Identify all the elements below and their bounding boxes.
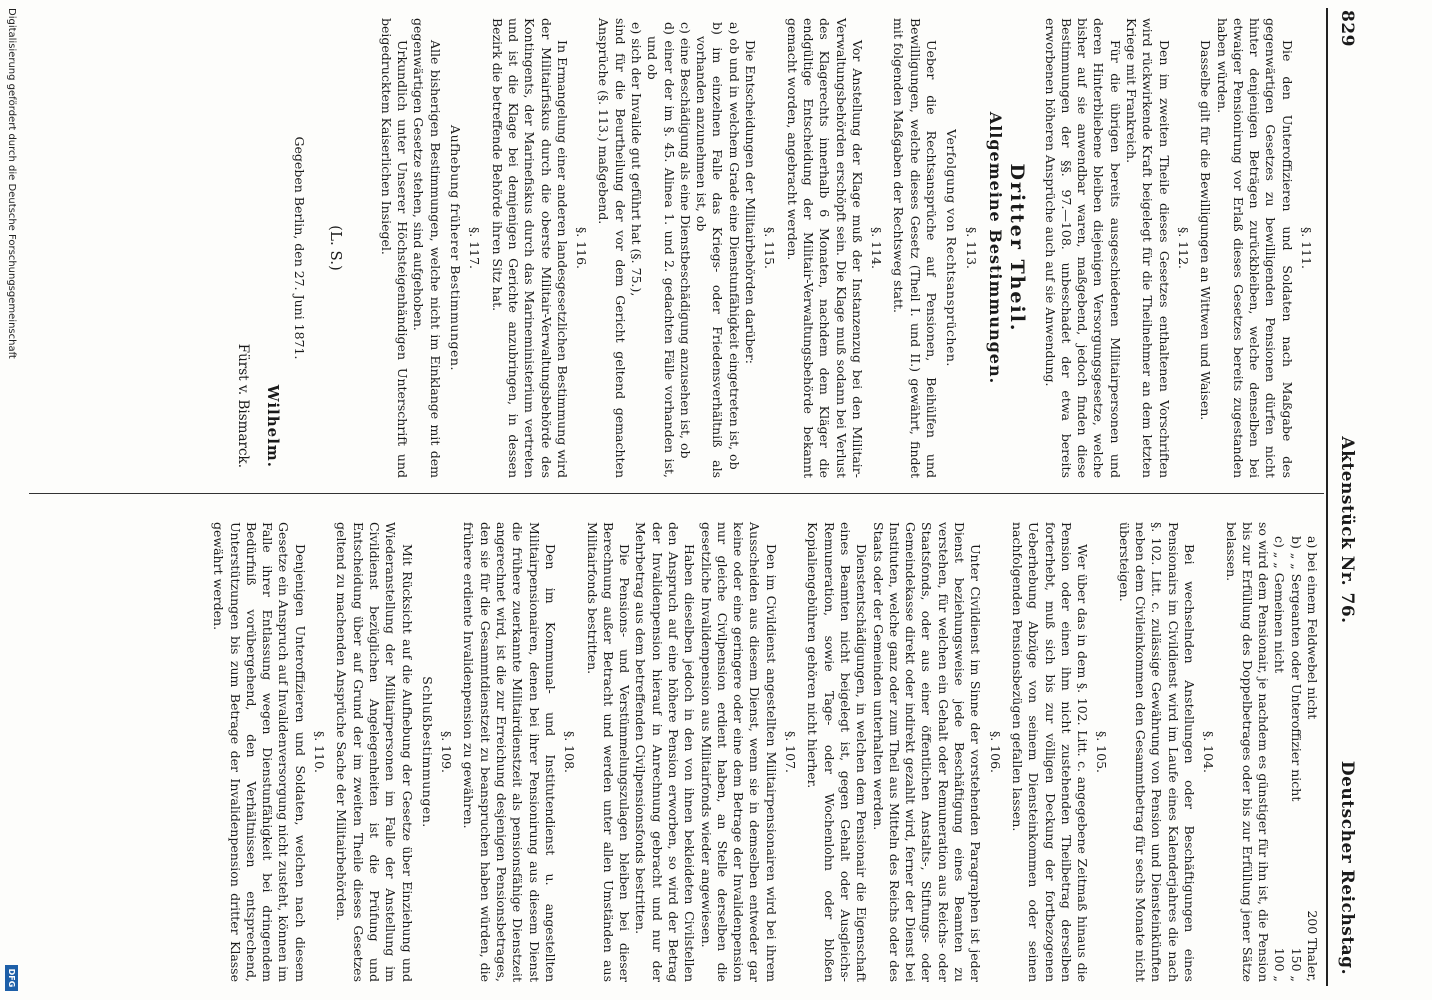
paragraph: Die Entscheidungen der Militairbehörden darüber: xyxy=(743,40,759,365)
page-number: 829 xyxy=(1337,10,1357,47)
digitization-footer xyxy=(0,0,20,1000)
list-amount: 200 Thaler, xyxy=(1305,910,1320,982)
page-header xyxy=(1327,10,1357,985)
section-heading: §. 112. xyxy=(1175,226,1191,270)
paragraph: Denjenigen Unteroffizieren und Soldaten, welchen nach diesem Gesetze ein Anspruch auf Invalidenversorgung nicht zusteht, können im Falle ihrer Entlassung wegen Dienstunfähigkeit bei dringendem Bedürfniß vorübergehend, den Verhältnissen entsprechend, Unterstützungen bis zum Betrage der Invalidenpension dritter Klasse gewährt werden. xyxy=(211,522,308,982)
paragraph: Die Pensions- und Verstümmelungszulagen bleiben bei dieser Berechnung außer Betracht und werden unter allen Umständen aus Militairfonds bestritten. xyxy=(584,522,633,982)
paragraph: Unter Civildienst im Sinne der vorstehenden Paragraphen ist jeder Dienst beziehungsweise jede Beschäftigung eines Beamten zu verstehen, für welchen ein Gehalt oder Remuneration aus Reichs- oder Staatsfonds, oder aus einer öffentlichen Anstalts-, Stiftungs- oder Gemeindekasse direkt oder indirekt gezahlt wird, ferner der Dienst bei Instituten, welche ganz oder zum Theil aus Mitteln des Reichs oder des Staats oder der Gemeinden unterhalten werden. xyxy=(870,522,984,982)
paragraph: Dienstentschädigungen, in welchen dem Pensionair die Eigenschaft eines Beamten nicht beigelegt ist, gegen Gehalt oder Ausgleichs-Remuneration, sowie Tage- oder Wochenlohn oder bloßen Kopialiengebühren gehören nicht hierher. xyxy=(805,522,870,982)
paragraph: Urkundlich unter Unserer Höchsteigenhändigen Unterschrift und beigedrucktem Kaiserlichen Insiegel. xyxy=(378,18,411,478)
paragraph: Vor Anstellung der Klage muß der Instanzenzug bei den Militair-Verwaltungsbehörden erschöpft sein. Die Klage muß sodann bei Verlust des Klagerechts innerhalb 6 Monaten, nachdem dem Kläger die endgültige Entscheidung der Militair-Verwaltungsbehörde bekannt gemacht worden, angebracht werden. xyxy=(784,18,865,478)
paragraph: Den im Civildienst angestellten Militairpensionairen wird bei ihrem Ausscheiden aus diesem Dienst, wenn sie in demselben entweder gar keine oder eine geringere oder eine dem Betrage der Invalidenpension nur gleiche Civilpension erdient haben, an Stelle derselben die gesetzliche Invalidenpension aus Militairfonds wieder angewiesen. xyxy=(698,522,779,982)
list-item: c) eine Beschädigung als eine Dienstbeschädigung anzusehen ist, ob xyxy=(677,22,693,459)
section-heading: §. 109. xyxy=(439,730,455,774)
section-heading: §. 104. xyxy=(1201,730,1217,774)
section-subheading: Aufhebung früherer Bestimmungen. xyxy=(448,125,464,371)
section-heading: §. 115. xyxy=(762,226,778,270)
publication-title: Deutscher Reichstag. xyxy=(1337,760,1357,975)
paragraph: sind für die Beurtheilung der vor dem Gericht geltend gemachten Ansprüche (§. 113.) maßgebend. xyxy=(596,18,628,478)
section-subheading: Schlußbestimmungen. xyxy=(419,676,435,828)
column-left xyxy=(210,522,1320,982)
paragraph: Ueber die Rechtsansprüche auf Pensionen, Beihülfen und Bewilligungen, welche dieses Gesetz (Theil I. und II.) gewährt, findet mit folgenden Maßgaben der Rechtsweg statt. xyxy=(891,18,940,478)
section-heading: §. 105. xyxy=(1094,730,1110,774)
list-amount: 100 „ xyxy=(1272,947,1288,982)
date-line: Gegeben Berlin, den 27. Juni 1871. xyxy=(292,136,308,360)
section-heading: §. 110. xyxy=(312,730,328,774)
list-label: c) „ „ Gemeinen nicht xyxy=(1272,536,1288,673)
section-heading: §. 117. xyxy=(467,226,483,270)
paragraph: Für die übrigen bereits ausgeschiedenen Militairpersonen und deren Hinterbliebene bleiben diejenigen Versorgungsgesetze, welche bisher auf sie anwendbar waren, maßgebend, jedoch finden diese Bestimmungen der §§. 97.—108. unbeschadet der etwa bereits erworbenen höheren Ansprüche auch auf sie Anwendung. xyxy=(1042,18,1123,478)
list-item xyxy=(1287,522,1303,982)
list-amount: 150 „ xyxy=(1288,947,1304,982)
list-item xyxy=(1271,522,1287,982)
section-heading: §. 114. xyxy=(869,226,885,270)
list-item: e) sich der Invalide gut geführt hat (§. 75.), xyxy=(629,22,645,297)
paragraph: Bei wechselnden Anstellungen oder Beschäftigungen eines Pensionairs im Civildienst wird im Laufe eines Kalenderjahres die nach §. 102. Litt. c. zulässige Gewährung von Pension und Diensteinkünften neben dem Civileinkommen den Gesammtbetrag für sechs Monate nicht übersteigen. xyxy=(1116,522,1197,982)
part-title: Dritter Theil. xyxy=(1006,163,1029,333)
section-heading: §. 108. xyxy=(562,730,578,774)
section-heading: §. 107. xyxy=(783,730,799,774)
section-subheading: Verfolgung von Rechtsansprüchen. xyxy=(944,129,960,367)
list-item xyxy=(1304,522,1320,982)
paragraph: Den im Kommunal- und Institutendienst u. angestellten Militairpensionairen, denen bei ihrer Pensionirung aus diesem Dienst die frühere zuerkannte Militairdienstzeit als pensionsfähige Dienstzeit angerechnet wird, ist die zur Erreichung desjenigen Pensionsbetrages, den sie für die Gesammtdienstzeit zu beanspruchen haben würden, die frühere erdiente Invalidenpension zu gewähren. xyxy=(461,522,558,982)
list-label: b) „ „ Sergeanten oder Unteroffizier nicht xyxy=(1288,536,1304,802)
section-heading: §. 106. xyxy=(987,730,1003,774)
section-heading: §. 116. xyxy=(574,226,590,270)
list-label: a) bei einem Feldwebel nicht xyxy=(1305,536,1320,720)
paragraph: Dasselbe gilt für die Bewilligungen an Wittwen und Waisen. xyxy=(1198,40,1214,421)
list-item: b) im einzelnen Falle das Kriegs- oder Friedensverhältniß als vorhanden anzunehmen ist, ob xyxy=(694,22,726,478)
section-heading: §. 113. xyxy=(963,226,979,270)
paragraph: Den im zweiten Theile dieses Gesetzes enthaltenen Vorschriften wird rückwirkende Kraft beigelegt für die Theilnehmer an dem letzten Kriege mit Frankreich. xyxy=(1124,18,1172,478)
paragraph: In Ermangelung einer anderen landesgesetzlichen Bestimmung wird der Militairfiskus durch die oberste Militair-Verwaltungsbehörde des Kontingents, der Marinefiskus durch das Marineministerium vertreten und ist die Klage bei demjenigen Gerichte anzubringen, in dessen Bezirk die betreffende Behörde ihren Sitz hat. xyxy=(489,18,570,478)
part-subtitle: Allgemeine Bestimmungen. xyxy=(985,111,1005,385)
signature-chancellor: Fürst v. Bismarck. xyxy=(234,343,251,468)
section-heading: §. 111. xyxy=(1299,226,1314,270)
paragraph: Mit Rücksicht auf die Aufhebung der Gesetze über Einziehung und Wiederanstellung der Militairpersonen im Falle der Anstellung im Civildienst bezüglichen Angelegenheiten ist die Prüfung und Entscheidung über auf Grund der im zweiten Theile dieses Gesetzes geltend zu machenden Ansprüche Sache der Militairbehörden. xyxy=(334,522,415,982)
seal-mark: (L. S.) xyxy=(326,225,345,271)
paragraph: Haben dieselben jedoch in den von ihnen bekleideten Civilstellen den Anspruch auf eine höhere Pension erworben, so wird der Betrag der Invalidenpension hierauf in Anrechnung gebracht und nur der Mehrbetrag aus dem betreffenden Civilpensionsfonds bestritten. xyxy=(633,522,698,982)
paragraph: Alle bisherigen Bestimmungen, welche nicht im Einklange mit dem gegenwärtigen Gesetze stehen, sind aufgehoben. xyxy=(411,18,443,478)
dfg-logo-icon: DFG xyxy=(5,965,18,991)
document-title: Aktenstück Nr. 76. xyxy=(1337,436,1357,624)
paragraph: so wird dem Pensionair, je nachdem es günstiger für ihn ist, die Pension bis zur Erfüllung des Doppelbetrages oder bis zur Erfüllung jener Sätze belassen. xyxy=(1223,522,1272,982)
column-divider xyxy=(29,493,1324,494)
column-right xyxy=(234,18,1320,478)
footer-text: Digitalisierung gefördert durch die Deutsche Forschungsgemeinschaft xyxy=(6,8,17,359)
signature-emperor: Wilhelm. xyxy=(263,384,282,468)
header-rule xyxy=(1326,8,1328,986)
list-item: d) einer der im §. 45. Alinea 1. und 2. gedachten Fälle vorhanden ist, und ob xyxy=(645,22,677,478)
paragraph: Wer über das in dem §. 102. Litt. c. angegebene Zeitmaß hinaus die Pension oder einen ihm nicht zustehenden Theilbetrag derselben forterhebt, muß sich bis zur völligen Deckung der fortbezogenen Ueberhebung Abzüge von seinem Diensteinkommen oder seinen nachfolgenden Pensionsbezügen gefallen lassen. xyxy=(1009,522,1091,982)
list-item: a) ob und in welchem Grade eine Dienstunfähigkeit eingetreten ist, ob xyxy=(726,22,742,470)
paragraph: Die den Unteroffizieren und Soldaten nach Maßgabe des gegenwärtigen Gesetzes zu bewilligenden Pensionen dürfen nicht hinter denjenigen Beträgen zurückbleiben, welche denselben bei etwaiger Pensionirung vor Erlaß dieses Gesetzes bereits zugestanden haben würden. xyxy=(1214,18,1295,478)
